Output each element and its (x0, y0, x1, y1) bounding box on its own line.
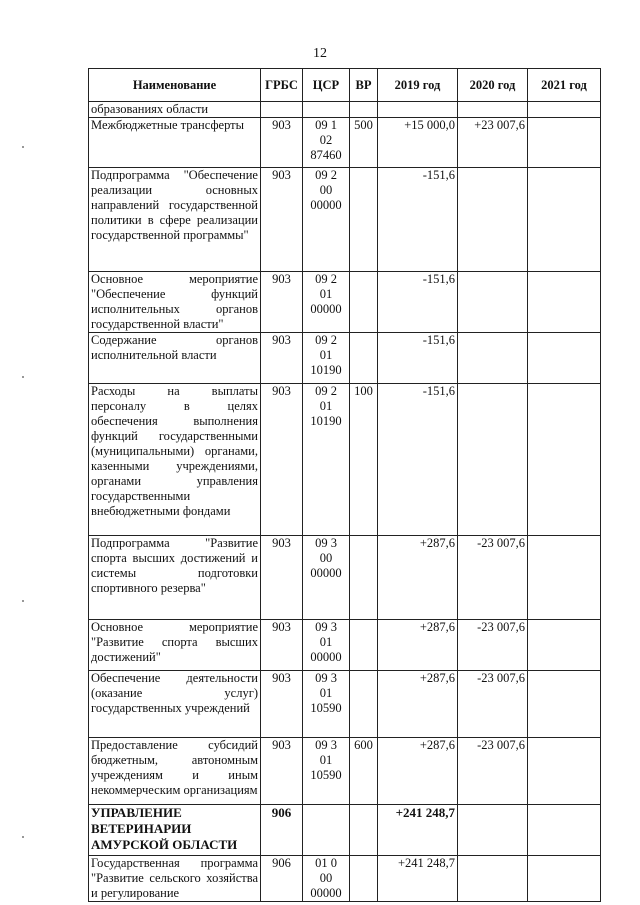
cell-vr (350, 856, 378, 902)
cell-vr (350, 620, 378, 671)
cell-2020 (458, 272, 528, 333)
cell-csr: 09 3 01 00000 (303, 620, 350, 671)
scan-speck (22, 376, 24, 378)
cell-2020 (458, 856, 528, 902)
cell-grbs: 903 (261, 168, 303, 272)
cell-2020 (458, 805, 528, 856)
cell-2021 (528, 118, 601, 168)
cell-csr: 09 2 01 10190 (303, 384, 350, 536)
cell-2019: -151,6 (378, 168, 458, 272)
cell-csr (303, 102, 350, 118)
cell-2020: -23 007,6 (458, 620, 528, 671)
cell-2020: -23 007,6 (458, 738, 528, 805)
table-row (89, 620, 601, 671)
scan-speck (22, 600, 24, 602)
cell-name: Расходы на выплаты персоналу в целях обеспечения выполнения функций государственными (муниципальными) органами, казенными учреждениями, органами управления государственными внебюджетными фондами (89, 384, 261, 536)
cell-name: Межбюджетные трансферты (89, 118, 261, 168)
table-row (89, 102, 601, 118)
cell-2019: +287,6 (378, 620, 458, 671)
cell-name: Предоставление субсидий бюджетным, автономным учреждениям и иным некоммерческим организациям (89, 738, 261, 805)
cell-name: Основное мероприятие "Обеспечение функций исполнительных органов государственной власти" (89, 272, 261, 333)
header-2020: 2020 год (458, 69, 528, 102)
cell-csr: 09 2 00 00000 (303, 168, 350, 272)
cell-csr: 09 3 00 00000 (303, 536, 350, 620)
cell-2020 (458, 168, 528, 272)
cell-grbs: 903 (261, 118, 303, 168)
table-row (89, 384, 601, 536)
cell-2021 (528, 671, 601, 738)
cell-vr: 600 (350, 738, 378, 805)
cell-2021 (528, 384, 601, 536)
cell-2019: -151,6 (378, 384, 458, 536)
cell-name: УПРАВЛЕНИЕ ВЕТЕРИНАРИИ АМУРСКОЙ ОБЛАСТИ (89, 805, 261, 856)
cell-vr (350, 536, 378, 620)
cell-2021 (528, 333, 601, 384)
cell-vr (350, 102, 378, 118)
table-row (89, 272, 601, 333)
cell-2019 (378, 102, 458, 118)
table-row (89, 671, 601, 738)
cell-vr: 500 (350, 118, 378, 168)
table-body (89, 102, 601, 902)
cell-csr (303, 805, 350, 856)
cell-name: Подпрограмма "Обеспечение реализации основных направлений государственной политики в сфере реализации государственной программы" (89, 168, 261, 272)
cell-2019: -151,6 (378, 272, 458, 333)
scan-speck (22, 836, 24, 838)
cell-vr (350, 805, 378, 856)
cell-2021 (528, 536, 601, 620)
header-2021: 2021 год (528, 69, 601, 102)
cell-2020 (458, 333, 528, 384)
cell-csr: 09 3 01 10590 (303, 738, 350, 805)
cell-grbs: 903 (261, 333, 303, 384)
cell-2019: +287,6 (378, 738, 458, 805)
cell-2021 (528, 738, 601, 805)
table-row (89, 118, 601, 168)
cell-grbs: 903 (261, 272, 303, 333)
table-header-row (89, 69, 601, 102)
cell-name: Государственная программа "Развитие сельского хозяйства и регулирование (89, 856, 261, 902)
cell-vr (350, 671, 378, 738)
table-row (89, 536, 601, 620)
header-vr: ВР (350, 69, 378, 102)
cell-csr: 09 2 01 00000 (303, 272, 350, 333)
header-name: Наименование (89, 69, 261, 102)
cell-grbs: 903 (261, 738, 303, 805)
cell-2021 (528, 168, 601, 272)
cell-grbs: 903 (261, 671, 303, 738)
table-row (89, 856, 601, 902)
cell-2021 (528, 620, 601, 671)
cell-2020: -23 007,6 (458, 671, 528, 738)
cell-vr: 100 (350, 384, 378, 536)
cell-grbs: 903 (261, 620, 303, 671)
cell-grbs: 903 (261, 536, 303, 620)
cell-2019: +241 248,7 (378, 805, 458, 856)
cell-vr (350, 333, 378, 384)
cell-2021 (528, 856, 601, 902)
budget-table (88, 68, 601, 902)
cell-2021 (528, 102, 601, 118)
cell-grbs: 903 (261, 384, 303, 536)
header-grbs: ГРБС (261, 69, 303, 102)
cell-csr: 09 1 02 87460 (303, 118, 350, 168)
cell-2021 (528, 805, 601, 856)
cell-name: Содержание органов исполнительной власти (89, 333, 261, 384)
header-2019: 2019 год (378, 69, 458, 102)
cell-vr (350, 272, 378, 333)
cell-2020 (458, 384, 528, 536)
cell-2020: +23 007,6 (458, 118, 528, 168)
cell-vr (350, 168, 378, 272)
cell-name: Основное мероприятие "Развитие спорта высших достижений" (89, 620, 261, 671)
cell-grbs: 906 (261, 805, 303, 856)
scan-speck (22, 146, 24, 148)
table-row (89, 333, 601, 384)
table-row (89, 168, 601, 272)
cell-2021 (528, 272, 601, 333)
cell-csr: 01 0 00 00000 (303, 856, 350, 902)
cell-2019: +287,6 (378, 671, 458, 738)
cell-2019: +241 248,7 (378, 856, 458, 902)
cell-grbs (261, 102, 303, 118)
cell-name: Подпрограмма "Развитие спорта высших достижений и системы подготовки спортивного резерва" (89, 536, 261, 620)
page-number: 12 (313, 46, 327, 61)
header-csr: ЦСР (303, 69, 350, 102)
table-row (89, 805, 601, 856)
cell-2019: +15 000,0 (378, 118, 458, 168)
cell-csr: 09 2 01 10190 (303, 333, 350, 384)
cell-2020 (458, 102, 528, 118)
cell-name: образованиях области (89, 102, 261, 118)
cell-grbs: 906 (261, 856, 303, 902)
cell-2019: +287,6 (378, 536, 458, 620)
cell-2020: -23 007,6 (458, 536, 528, 620)
cell-2019: -151,6 (378, 333, 458, 384)
cell-csr: 09 3 01 10590 (303, 671, 350, 738)
table-row (89, 738, 601, 805)
cell-name: Обеспечение деятельности (оказание услуг) государственных учреждений (89, 671, 261, 738)
